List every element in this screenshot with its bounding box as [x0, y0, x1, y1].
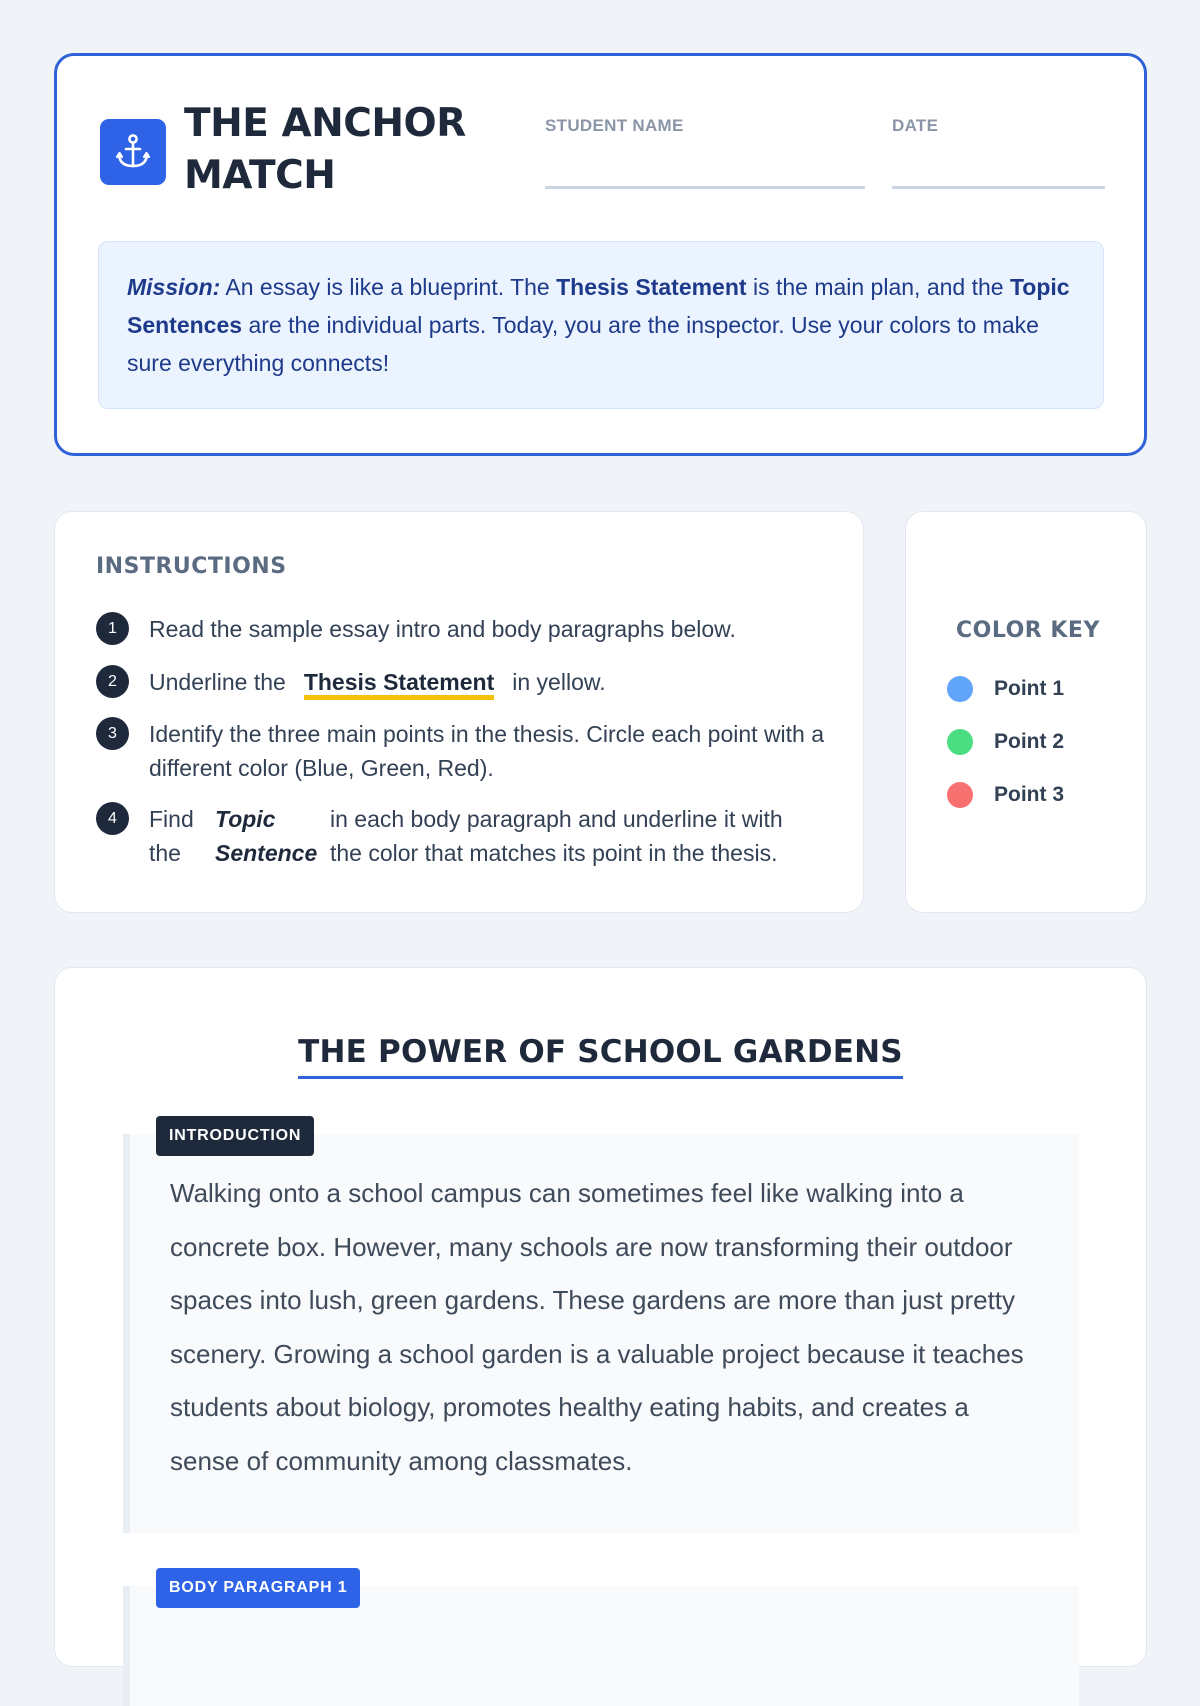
date-field[interactable]: [892, 186, 1105, 189]
step-text: Read the sample essay intro and body paragraphs below.: [149, 616, 736, 642]
color-key-item: [947, 676, 1064, 702]
student-name-field[interactable]: [545, 186, 865, 189]
body-paragraph-1-tag: BODY PARAGRAPH 1: [156, 1568, 360, 1608]
page-title: THE ANCHOR MATCH: [184, 101, 466, 198]
date-label: DATE: [892, 116, 939, 135]
step-text: in each body paragraph and underline it with: [330, 806, 783, 832]
instruction-step: [96, 612, 836, 646]
student-name-label: STUDENT NAME: [545, 116, 684, 135]
step-text: in yellow.: [512, 669, 606, 695]
introduction-text: Walking onto a school campus can sometimes feel like walking into a concrete box. However, many schools are now transforming their outdoor spaces into lush, green gardens. These gardens are more than just pretty scenery. Growing a school garden is a valuable project because it teaches students about biology, promotes healthy eating habits, and creates a sense of community among classmates.: [170, 1178, 1024, 1476]
topic-sentence-tag: Topic: [215, 806, 276, 832]
color-key-heading: COLOR KEY: [956, 618, 1100, 643]
instructions-heading: INSTRUCTIONS: [96, 554, 287, 579]
mission-box: [98, 241, 1104, 409]
red-dot-icon: [947, 782, 973, 808]
essay-title: THE POWER OF SCHOOL GARDENS: [298, 1034, 903, 1079]
step-text: Find: [149, 806, 194, 832]
color-key-card: [905, 511, 1147, 913]
step-text: the: [149, 840, 181, 866]
step-number: 3: [96, 717, 129, 750]
color-key-label: Point 1: [994, 677, 1065, 700]
mission-thesis-term: Thesis Statement: [556, 274, 747, 300]
step-number: 4: [96, 802, 129, 835]
blue-dot-icon: [947, 676, 973, 702]
mission-text: is the main plan, and the: [746, 274, 1010, 300]
instructions-card: [54, 511, 864, 913]
header-card: [54, 53, 1147, 456]
green-dot-icon: [947, 729, 973, 755]
anchor-icon: [115, 133, 151, 171]
step-text: Identify the three main points in the thesis. Circle each point with a different color (Blue, Green, Red).: [149, 721, 825, 781]
step-number: 2: [96, 665, 129, 698]
mission-topic-term: Topic Sentences: [127, 274, 1070, 338]
essay-card: [54, 967, 1147, 1667]
instruction-step: [96, 802, 836, 870]
mission-lead: Mission:: [127, 274, 221, 300]
introduction-tag: INTRODUCTION: [156, 1116, 314, 1156]
introduction-block: [123, 1134, 1079, 1533]
step-text: the color that matches its point in the thesis.: [330, 840, 778, 866]
color-key-label: Point 2: [994, 730, 1065, 753]
color-key-item: [947, 782, 1064, 808]
step-number: 1: [96, 612, 129, 645]
instruction-step: [96, 717, 836, 785]
mission-text: An essay is like a blueprint. The: [220, 274, 557, 300]
step-text: Underline the: [149, 669, 286, 695]
instruction-step: [96, 665, 836, 700]
color-key-label: Point 3: [994, 783, 1065, 806]
mission-text: are the individual parts. Today, you are the inspector. Use your colors to make sure everything connects!: [127, 312, 1039, 376]
color-key-item: [947, 729, 1064, 755]
thesis-statement-tag: Thesis Statement: [304, 669, 494, 700]
topic-sentence-tag: Sentence: [215, 840, 318, 866]
anchor-badge: [100, 119, 166, 185]
